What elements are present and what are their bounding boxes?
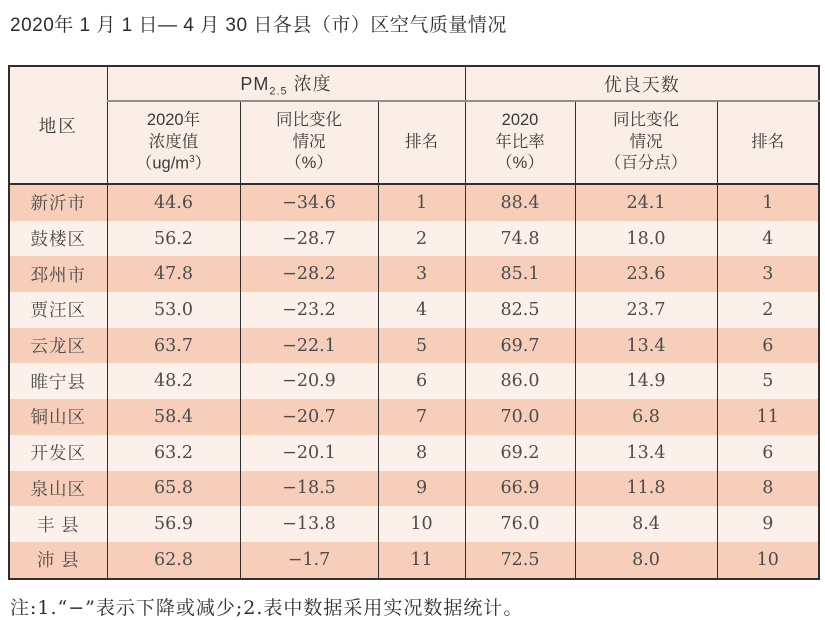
table-row <box>9 435 819 471</box>
cell-pm-value: 65.8 <box>107 471 240 507</box>
cell-pm-value: 47.8 <box>107 256 240 292</box>
cell-pm-rank: 11 <box>378 542 465 579</box>
table-row <box>9 399 819 435</box>
cell-pm-rank: 6 <box>378 363 465 399</box>
good-change-line1: 同比变化 <box>613 111 680 130</box>
cell-region: 新沂市 <box>9 184 107 221</box>
good-ratio-line1: 2020 <box>501 111 539 130</box>
pm25-label-pre: PM <box>240 73 270 94</box>
cell-good-rank: 5 <box>717 363 819 399</box>
cell-good-rank: 6 <box>717 328 819 364</box>
table-row <box>9 221 819 257</box>
cell-pm-rank: 7 <box>378 399 465 435</box>
cell-good-rank: 2 <box>717 292 819 328</box>
cell-region: 丰 县 <box>9 506 107 542</box>
cell-pm-rank: 1 <box>378 184 465 221</box>
cell-pm-rank: 2 <box>378 221 465 257</box>
cell-region: 邳州市 <box>9 256 107 292</box>
cell-good-change: 24.1 <box>575 184 717 221</box>
good-change-line3: （百分点） <box>604 154 688 173</box>
cell-pm-value: 56.2 <box>107 221 240 257</box>
cell-pm-change: −20.9 <box>240 363 378 399</box>
cell-pm-change: −23.2 <box>240 292 378 328</box>
table-header <box>9 66 819 184</box>
table-row <box>9 256 819 292</box>
col-header-pm-rank: 排名 <box>378 101 465 184</box>
cell-pm-change: −28.2 <box>240 256 378 292</box>
air-quality-table <box>8 65 820 580</box>
cell-good-rank: 1 <box>717 184 819 221</box>
cell-good-change: 6.8 <box>575 399 717 435</box>
cell-good-ratio: 72.5 <box>465 542 575 579</box>
col-header-pm-value <box>107 101 240 184</box>
table-row <box>9 184 819 221</box>
cell-good-change: 8.4 <box>575 506 717 542</box>
cell-pm-change: −22.1 <box>240 328 378 364</box>
pm-value-line1: 2020年 <box>146 111 201 130</box>
col-header-good-rank: 排名 <box>717 101 819 184</box>
cell-good-rank: 6 <box>717 435 819 471</box>
cell-pm-change: −1.7 <box>240 542 378 579</box>
cell-good-ratio: 88.4 <box>465 184 575 221</box>
col-group-good-days: 优良天数 <box>465 66 819 101</box>
cell-good-rank: 3 <box>717 256 819 292</box>
cell-pm-rank: 3 <box>378 256 465 292</box>
cell-pm-change: −34.6 <box>240 184 378 221</box>
cell-pm-change: −20.1 <box>240 435 378 471</box>
page-title: 2020年 1 月 1 日— 4 月 30 日各县（市）区空气质量情况 <box>10 15 507 36</box>
table-row <box>9 363 819 399</box>
pm-change-line2: 情况 <box>292 132 326 151</box>
col-header-pm-change <box>240 101 378 184</box>
cell-good-rank: 8 <box>717 471 819 507</box>
good-ratio-line2: 年比率 <box>495 132 545 151</box>
table-row <box>9 292 819 328</box>
cell-good-rank: 11 <box>717 399 819 435</box>
cell-good-change: 18.0 <box>575 221 717 257</box>
cell-good-ratio: 70.0 <box>465 399 575 435</box>
cell-pm-value: 48.2 <box>107 363 240 399</box>
cell-good-ratio: 69.7 <box>465 328 575 364</box>
cell-good-rank: 10 <box>717 542 819 579</box>
cell-good-change: 23.7 <box>575 292 717 328</box>
cell-good-change: 8.0 <box>575 542 717 579</box>
cell-good-ratio: 66.9 <box>465 471 575 507</box>
cell-good-change: 13.4 <box>575 435 717 471</box>
cell-region: 睢宁县 <box>9 363 107 399</box>
col-header-good-change <box>575 101 717 184</box>
cell-good-ratio: 69.2 <box>465 435 575 471</box>
cell-good-rank: 9 <box>717 506 819 542</box>
cell-pm-value: 53.0 <box>107 292 240 328</box>
cell-region: 沛 县 <box>9 542 107 579</box>
cell-pm-rank: 5 <box>378 328 465 364</box>
cell-good-change: 13.4 <box>575 328 717 364</box>
table-row <box>9 542 819 579</box>
cell-pm-change: −20.7 <box>240 399 378 435</box>
pm25-subscript: 2.5 <box>269 85 288 98</box>
header-sub-row <box>9 101 819 184</box>
cell-pm-value: 58.4 <box>107 399 240 435</box>
cell-good-rank: 4 <box>717 221 819 257</box>
cell-good-change: 11.8 <box>575 471 717 507</box>
cell-pm-value: 44.6 <box>107 184 240 221</box>
pm-change-line1: 同比变化 <box>276 111 342 130</box>
cell-good-ratio: 85.1 <box>465 256 575 292</box>
cell-pm-rank: 8 <box>378 435 465 471</box>
footnote: 注:1.“−”表示下降或减少;2.表中数据采用实况数据统计。 <box>10 596 524 619</box>
cell-good-ratio: 82.5 <box>465 292 575 328</box>
cell-good-ratio: 74.8 <box>465 221 575 257</box>
col-header-good-ratio <box>465 101 575 184</box>
cell-pm-value: 63.7 <box>107 328 240 364</box>
cell-pm-value: 62.8 <box>107 542 240 579</box>
cell-pm-rank: 10 <box>378 506 465 542</box>
cell-pm-change: −28.7 <box>240 221 378 257</box>
cell-region: 铜山区 <box>9 399 107 435</box>
pm-change-line3: （%） <box>285 154 333 173</box>
header-group-row <box>9 66 819 101</box>
cell-pm-rank: 9 <box>378 471 465 507</box>
good-change-line2: 情况 <box>629 132 663 151</box>
cell-region: 云龙区 <box>9 328 107 364</box>
pm-value-line2: 浓度值 <box>148 132 199 151</box>
pm-value-line3: $(ug/m^3)$ <box>135 153 212 173</box>
table-body <box>9 184 819 579</box>
cell-region: 开发区 <box>9 435 107 471</box>
cell-good-change: 23.6 <box>575 256 717 292</box>
cell-pm-change: −13.8 <box>240 506 378 542</box>
cell-pm-rank: 4 <box>378 292 465 328</box>
cell-region: 贾汪区 <box>9 292 107 328</box>
pm25-label-post: 浓度 <box>287 73 332 94</box>
col-header-region: 地区 <box>9 66 107 184</box>
table-row <box>9 328 819 364</box>
table-row <box>9 506 819 542</box>
cell-region: 泉山区 <box>9 471 107 507</box>
table-row <box>9 471 819 507</box>
good-ratio-line3: （%） <box>496 154 544 173</box>
cell-pm-value: 63.2 <box>107 435 240 471</box>
cell-good-ratio: 86.0 <box>465 363 575 399</box>
col-group-pm25 <box>107 66 465 101</box>
cell-good-change: 14.9 <box>575 363 717 399</box>
cell-region: 鼓楼区 <box>9 221 107 257</box>
cell-pm-value: 56.9 <box>107 506 240 542</box>
cell-pm-change: −18.5 <box>240 471 378 507</box>
cubic-superscript: 3 <box>189 153 195 165</box>
cell-good-ratio: 76.0 <box>465 506 575 542</box>
